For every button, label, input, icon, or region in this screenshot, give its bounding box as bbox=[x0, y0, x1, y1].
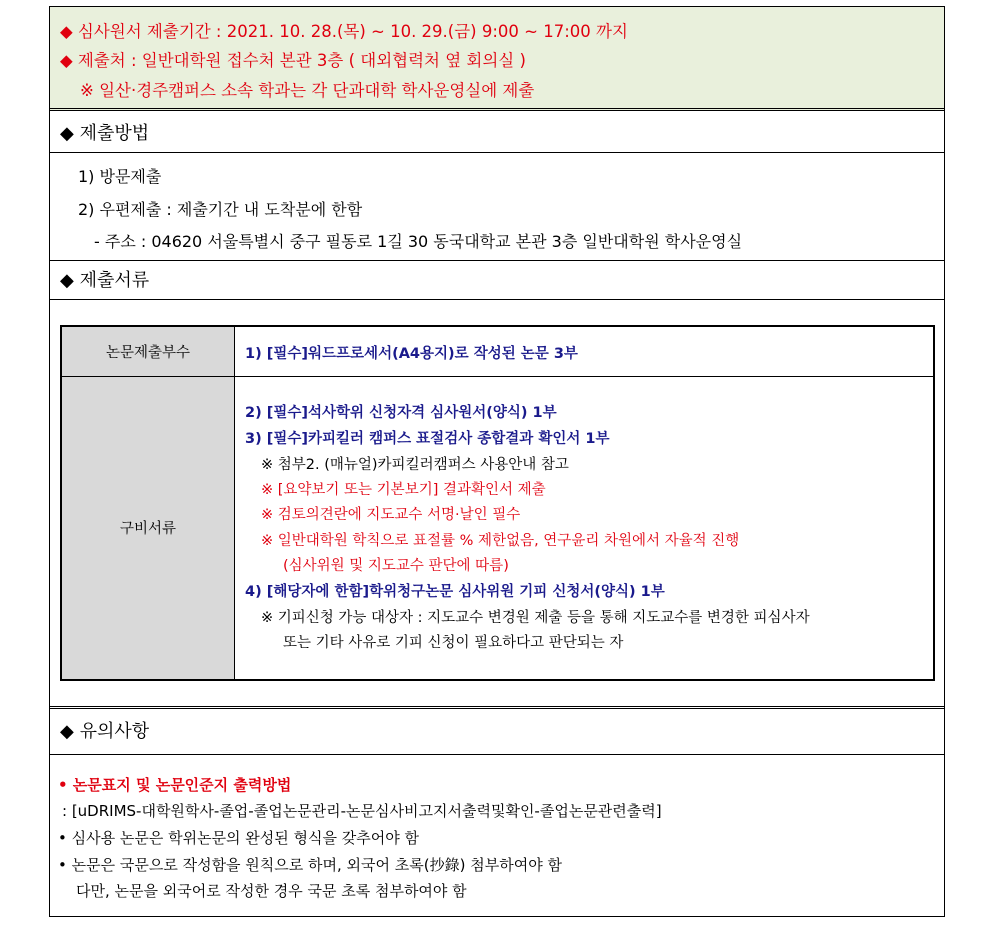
doc-note: ※ 첨부2. (매뉴얼)카피킬러캠퍼스 사용안내 참고 bbox=[261, 456, 569, 473]
table-row bbox=[61, 326, 934, 376]
campus-note-text: ※ 일산·경주캠퍼스 소속 학과는 각 단과대학 학사운영실에 제출 bbox=[80, 81, 535, 100]
copies-text: 1) [필수]워드프로세서(A4용지)로 작성된 논문 3부 bbox=[245, 346, 578, 362]
divider bbox=[50, 754, 944, 755]
row-value-required-docs bbox=[235, 376, 935, 680]
doc-note-red: ※ [요약보기 또는 기본보기] 결과확인서 제출 bbox=[261, 481, 546, 498]
documents-heading: ◆ 제출서류 bbox=[60, 270, 150, 291]
note-print-path: : [uDRIMS-대학원학사-졸업-졸업논문관리-논문심사비고지서출력및확인-졸업논문관련출력] bbox=[62, 802, 662, 820]
notice-frame bbox=[49, 6, 945, 917]
submission-period-text: ◆ 심사원서 제출기간 : 2021. 10. 28.(목) ~ 10. 29.(금) 9:00 ~ 17:00 까지 bbox=[60, 22, 628, 41]
method-heading: ◆ 제출방법 bbox=[60, 123, 150, 144]
row-label-required-docs: 구비서류 bbox=[61, 376, 235, 680]
notes-heading: ◆ 유의사항 bbox=[60, 721, 150, 742]
note-bullet-language: • 논문은 국문으로 작성함을 원칙으로 하며, 외국어 초록(抄錄) 첨부하여야 함 bbox=[58, 856, 562, 874]
doc-item-2: 2) [필수]석사학위 신청자격 심사원서(양식) 1부 bbox=[245, 404, 557, 421]
doc-note-red: ※ 검토의견란에 지도교수 서명·날인 필수 bbox=[261, 506, 521, 523]
method-item-visit: 1) 방문제출 bbox=[78, 167, 162, 186]
method-item-mail: 2) 우편제출 : 제출기간 내 도착분에 한함 bbox=[78, 200, 363, 219]
note-bullet-print: • 논문표지 및 논문인준지 출력방법 bbox=[58, 776, 292, 794]
doc-note-red: ※ 일반대학원 학칙으로 표절률 % 제한없음, 연구윤리 차원에서 자율적 진행 bbox=[261, 532, 740, 549]
divider bbox=[50, 152, 944, 153]
row-value-copies bbox=[235, 326, 935, 376]
mail-address: - 주소 : 04620 서울특별시 중구 필동로 1길 30 동국대학교 본관 3층 일반대학원 학사운영실 bbox=[94, 232, 743, 251]
doc-note: 또는 기타 사유로 기피 신청이 필요하다고 판단되는 자 bbox=[283, 634, 624, 651]
divider bbox=[50, 706, 944, 709]
divider bbox=[50, 299, 944, 300]
doc-item-3: 3) [필수]카피킬러 캠퍼스 표절검사 종합결과 확인서 1부 bbox=[245, 430, 610, 447]
row-label-copies: 논문제출부수 bbox=[61, 326, 235, 376]
table-row bbox=[61, 376, 934, 680]
submission-period-box bbox=[50, 7, 944, 111]
note-bullet-language-cont: 다만, 논문을 외국어로 작성한 경우 국문 초록 첨부하여야 함 bbox=[76, 882, 467, 900]
doc-note: ※ 기피신청 가능 대상자 : 지도교수 변경원 제출 등을 통해 지도교수를 변경한 피심사자 bbox=[261, 609, 810, 626]
note-bullet-format: • 심사용 논문은 학위논문의 완성된 형식을 갖추어야 함 bbox=[58, 829, 420, 847]
doc-item-4: 4) [해당자에 한함]학위청구논문 심사위원 기피 신청서(양식) 1부 bbox=[245, 583, 665, 600]
documents-table bbox=[60, 325, 935, 681]
doc-note-red: (심사위원 및 지도교수 판단에 따름) bbox=[283, 557, 509, 574]
submission-place-text: ◆ 제출처 : 일반대학원 접수처 본관 3층 ( 대외협력처 옆 회의실 ) bbox=[60, 51, 526, 70]
